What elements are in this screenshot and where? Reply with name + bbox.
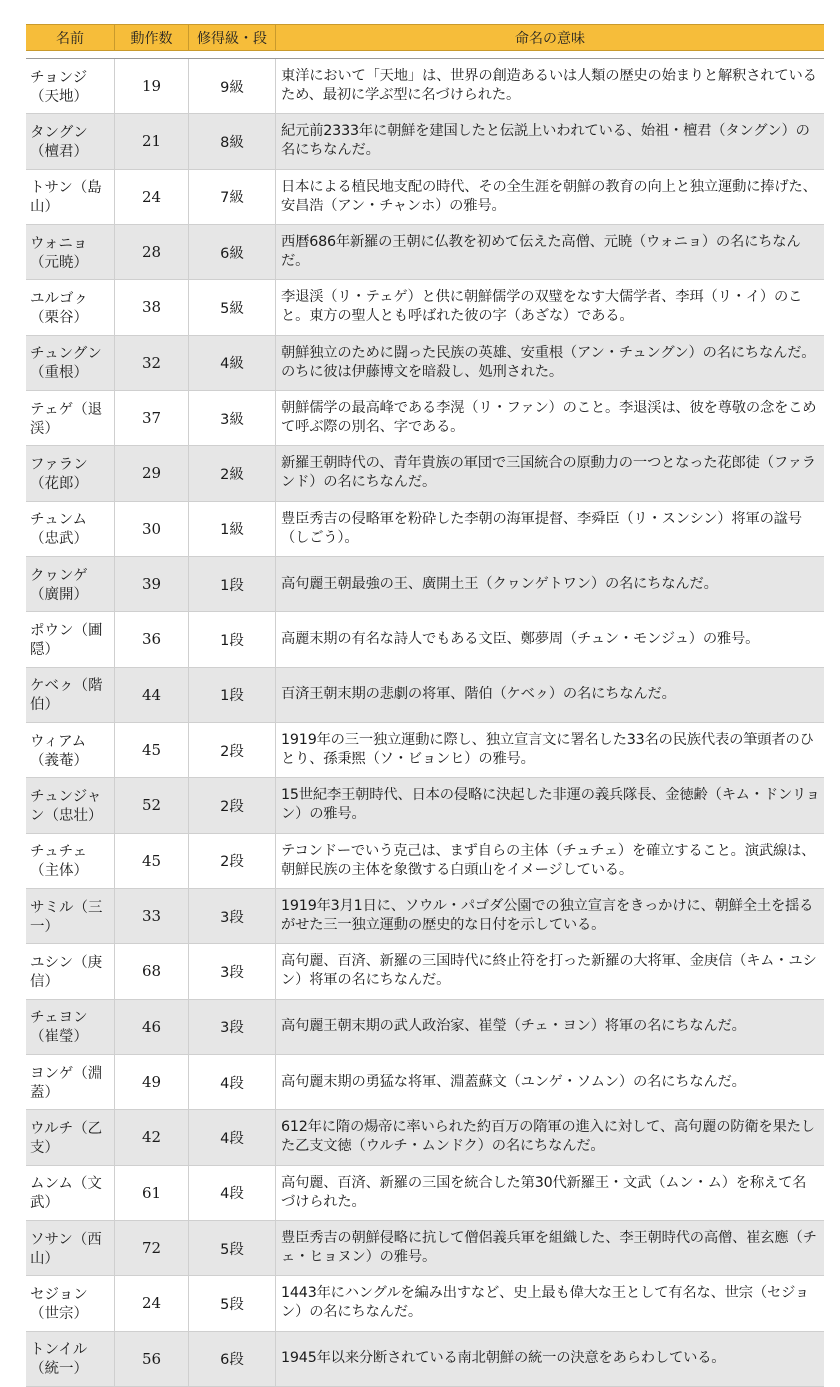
table-row: [26, 1000, 824, 1055]
cell-meaning: 高句麗、百済、新羅の三国を統合した第30代新羅王・文武（ムン・ム）を称えて名づけられた。: [281, 1174, 807, 1210]
cell-grade: 1段: [189, 668, 276, 722]
cell-grade: 4段: [189, 1055, 276, 1109]
cell-meaning: 高句麗末期の勇猛な将軍、淵蓋蘇文（ユンゲ・ソムン）の名にちなんだ。: [281, 1073, 746, 1090]
cell-meaning: 高麗末期の有名な詩人でもある文臣、鄭夢周（チュン・モンジュ）の雅号。: [281, 630, 760, 647]
table-row: [26, 668, 824, 723]
cell-name: ウルチ（乙支）: [26, 1110, 115, 1164]
cell-name: チョンジ（天地）: [26, 59, 115, 113]
cell-moves: 72: [115, 1221, 189, 1275]
cell-grade: 1級: [189, 502, 276, 556]
header-spacer: [26, 51, 824, 59]
table-header: [26, 24, 824, 51]
cell-name: ユシン（庚信）: [26, 944, 115, 998]
cell-moves: 36: [115, 612, 189, 666]
cell-meaning: 1919年3月1日に、ソウル・パゴダ公園での独立宣言をきっかけに、朝鮮全土を揺るがせた三一独立運動の歴史的な日付を示している。: [281, 898, 814, 934]
cell-meaning: 朝鮮独立のために闘った民族の英雄、安重根（アン・チュングン）の名にちなんだ。のちに彼は伊藤博文を暗殺し、処刑された。: [281, 344, 816, 380]
cell-grade: 6級: [189, 225, 276, 279]
cell-name: ケベㇰ（階伯）: [26, 668, 115, 722]
cell-grade: 2段: [189, 723, 276, 777]
table-row: [26, 1055, 824, 1110]
table-row: [26, 889, 824, 944]
cell-grade: 8級: [189, 114, 276, 168]
table-row: [26, 834, 824, 889]
cell-moves: 68: [115, 944, 189, 998]
cell-name: サミル（三一）: [26, 889, 115, 943]
cell-name: ソサン（西山）: [26, 1221, 115, 1275]
header-moves: 動作数: [115, 25, 189, 50]
cell-moves: 52: [115, 778, 189, 832]
cell-meaning: 豊臣秀吉の朝鮮侵略に抗して僧侶義兵軍を組織した、李王朝時代の高僧、崔玄應（チェ・ヒョヌン）の雅号。: [281, 1230, 817, 1266]
cell-moves: 45: [115, 834, 189, 888]
table-row: [26, 391, 824, 446]
cell-name: ウォニョ（元暁）: [26, 225, 115, 279]
cell-meaning: 1443年にハングルを編み出すなど、史上最も偉大な王として有名な、世宗（セジョン）の名にちなんだ。: [281, 1285, 809, 1321]
table-row: [26, 1276, 824, 1331]
cell-name: チュンジャン（忠壮）: [26, 778, 115, 832]
cell-name: ウィアム（義菴）: [26, 723, 115, 777]
cell-grade: 3段: [189, 889, 276, 943]
cell-grade: 5段: [189, 1276, 276, 1330]
table-row: [26, 446, 824, 501]
table-body: [26, 59, 824, 1387]
table-row: [26, 1166, 824, 1221]
cell-grade: 7級: [189, 170, 276, 224]
cell-moves: 56: [115, 1332, 189, 1386]
table-row: [26, 723, 824, 778]
table-row: [26, 557, 824, 612]
cell-moves: 39: [115, 557, 189, 611]
table-row: [26, 778, 824, 833]
cell-name: トサン（島山）: [26, 170, 115, 224]
cell-grade: 5級: [189, 280, 276, 334]
cell-name: セジョン（世宗）: [26, 1276, 115, 1330]
cell-name: チェヨン（崔瑩）: [26, 1000, 115, 1054]
cell-meaning: 15世紀李王朝時代、日本の侵略に決起した非運の義兵隊長、金徳齢（キム・ドンリョン）の雅号。: [281, 787, 820, 823]
cell-meaning: 新羅王朝時代の、青年貴族の軍団で三国統合の原動力の一つとなった花郎徒（ファランド）の名にちなんだ。: [281, 455, 816, 491]
cell-name: チュンム（忠武）: [26, 502, 115, 556]
cell-name: ファラン（花郎）: [26, 446, 115, 500]
table-row: [26, 170, 824, 225]
cell-moves: 30: [115, 502, 189, 556]
cell-meaning: 朝鮮儒学の最高峰である李滉（リ・ファン）のこと。李退渓は、彼を尊敬の念をこめて呼ぶ際の別名、字である。: [281, 400, 817, 436]
cell-meaning: 高句麗王朝最強の王、廣開土王（クヮンゲトワン）の名にちなんだ。: [281, 575, 718, 592]
cell-name: ヨンゲ（淵蓋）: [26, 1055, 115, 1109]
cell-meaning: 1945年以来分断されている南北朝鮮の統一の決意をあらわしている。: [281, 1350, 726, 1367]
cell-grade: 9級: [189, 59, 276, 113]
cell-meaning: 百済王朝末期の悲劇の将軍、階伯（ケベㇰ）の名にちなんだ。: [281, 686, 676, 703]
cell-meaning: 西暦686年新羅の王朝に仏教を初めて伝えた高僧、元暁（ウォニョ）の名にちなんだ。: [281, 234, 801, 270]
cell-name: チュングン（重根）: [26, 336, 115, 390]
cell-grade: 2級: [189, 446, 276, 500]
cell-moves: 21: [115, 114, 189, 168]
table-row: [26, 1221, 824, 1276]
cell-grade: 1段: [189, 557, 276, 611]
cell-moves: 32: [115, 336, 189, 390]
cell-moves: 24: [115, 1276, 189, 1330]
cell-name: ユルゴㇰ（栗谷）: [26, 280, 115, 334]
cell-grade: 3級: [189, 391, 276, 445]
table-row: [26, 336, 824, 391]
cell-moves: 33: [115, 889, 189, 943]
cell-grade: 5段: [189, 1221, 276, 1275]
cell-name: トンイル（統一）: [26, 1332, 115, 1386]
table-row: [26, 1110, 824, 1165]
table-row: [26, 114, 824, 169]
header-meaning: 命名の意味: [515, 30, 585, 47]
cell-grade: 1段: [189, 612, 276, 666]
cell-meaning: テコンドーでいう克己は、まず自らの主体（チュチェ）を確立すること。演武線は、朝鮮民族の主体を象徴する白頭山をイメージしている。: [281, 842, 816, 878]
cell-grade: 6段: [189, 1332, 276, 1386]
cell-moves: 19: [115, 59, 189, 113]
cell-moves: 46: [115, 1000, 189, 1054]
cell-moves: 45: [115, 723, 189, 777]
cell-meaning: 高句麗王朝末期の武人政治家、崔瑩（チェ・ヨン）将軍の名にちなんだ。: [281, 1018, 746, 1035]
cell-meaning: 日本による植民地支配の時代、その全生涯を朝鮮の教育の向上と独立運動に捧げた、安昌浩（アン・チャンホ）の雅号。: [281, 178, 817, 214]
cell-grade: 2段: [189, 834, 276, 888]
cell-name: チュチェ（主体）: [26, 834, 115, 888]
cell-meaning: 紀元前2333年に朝鮮を建国したと伝説上いわれている、始祖・檀君（タングン）の名にちなんだ。: [281, 123, 810, 159]
cell-meaning: 高句麗、百済、新羅の三国時代に終止符を打った新羅の大将軍、金庚信（キム・ユシン）将軍の名にちなんだ。: [281, 953, 817, 989]
cell-meaning: 豊臣秀吉の侵略軍を粉砕した李朝の海軍提督、李舜臣（リ・スンシン）将軍の諡号（しごう）。: [281, 510, 802, 546]
cell-meaning: 李退渓（リ・テェゲ）と供に朝鮮儒学の双璧をなす大儒学者、李珥（リ・イ）のこと。東方の聖人とも呼ばれた彼の字（あざな）である。: [281, 289, 803, 325]
cell-moves: 42: [115, 1110, 189, 1164]
cell-grade: 4段: [189, 1166, 276, 1220]
cell-moves: 49: [115, 1055, 189, 1109]
cell-moves: 37: [115, 391, 189, 445]
header-grade: 修得級・段: [189, 25, 276, 50]
cell-moves: 28: [115, 225, 189, 279]
cell-meaning: 612年に隋の煬帝に率いられた約百万の隋軍の進入に対して、高句麗の防衛を果たした乙支文徳（ウルチ・ムンドク）の名にちなんだ。: [281, 1119, 815, 1155]
table-row: [26, 1332, 824, 1387]
cell-moves: 38: [115, 280, 189, 334]
cell-name: テェゲ（退渓）: [26, 391, 115, 445]
table-row: [26, 59, 824, 114]
cell-grade: 3段: [189, 1000, 276, 1054]
cell-name: タングン（檀君）: [26, 114, 115, 168]
cell-moves: 24: [115, 170, 189, 224]
cell-moves: 61: [115, 1166, 189, 1220]
table-row: [26, 612, 824, 667]
cell-grade: 2段: [189, 778, 276, 832]
cell-moves: 29: [115, 446, 189, 500]
cell-moves: 44: [115, 668, 189, 722]
table-row: [26, 944, 824, 999]
cell-grade: 4級: [189, 336, 276, 390]
table-row: [26, 225, 824, 280]
cell-meaning: 1919年の三一独立運動に際し、独立宣言文に署名した33名の民族代表の筆頭者のひとり、孫秉煕（ソ・ビョンヒ）の雅号。: [281, 732, 814, 768]
cell-grade: 3段: [189, 944, 276, 998]
cell-meaning: 東洋において「天地」は、世界の創造あるいは人類の歴史の始まりと解釈されているため、最初に学ぶ型に名づけられた。: [281, 68, 817, 104]
cell-name: ポウン（圃隠）: [26, 612, 115, 666]
cell-name: クヮンゲ（廣開）: [26, 557, 115, 611]
cell-grade: 4段: [189, 1110, 276, 1164]
cell-name: ムンム（文武）: [26, 1166, 115, 1220]
table-row: [26, 502, 824, 557]
header-name: 名前: [26, 25, 115, 50]
table-row: [26, 280, 824, 335]
